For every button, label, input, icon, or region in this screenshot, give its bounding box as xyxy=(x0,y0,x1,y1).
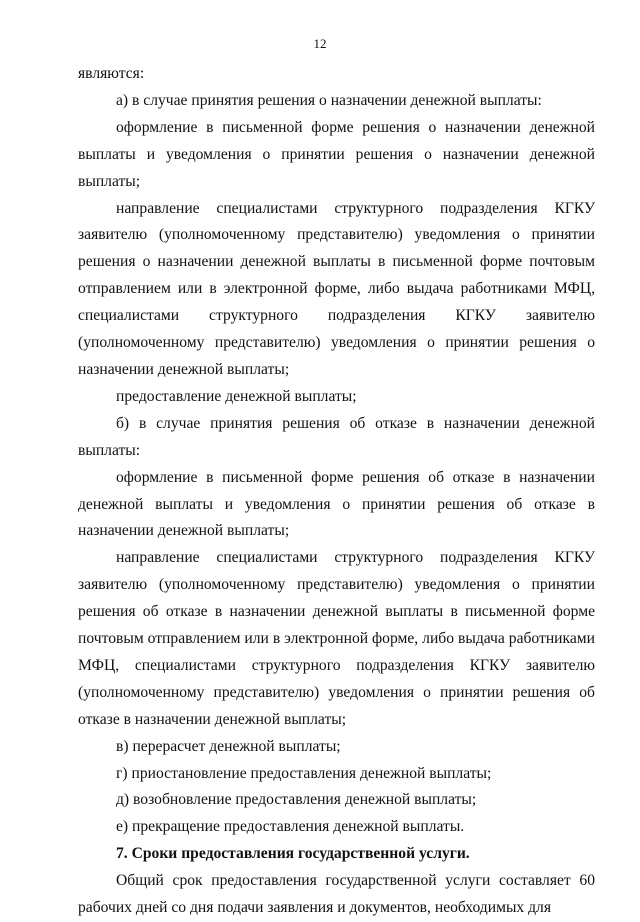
document-body xyxy=(78,61,595,922)
page-number: 12 xyxy=(313,36,327,51)
paragraph-intro: являются: xyxy=(78,65,145,82)
paragraph: предоставление денежной выплаты; xyxy=(116,387,357,405)
paragraph: оформление в письменной форме решения об отказе в назначении денежной выплаты и уведомления о принятии решения об отказе в назначении денежной выплаты; xyxy=(78,468,595,540)
section-heading: 7. Сроки предоставления государственной услуги. xyxy=(116,845,470,863)
list-item-b: б) в случае принятия решения об отказе в назначении денежной выплаты: xyxy=(78,414,595,459)
list-item-g: г) приостановление предоставления денежной выплаты; xyxy=(116,764,492,782)
list-item-v: в) перерасчет денежной выплаты; xyxy=(116,737,341,755)
paragraph: направление специалистами структурного подразделения КГКУ заявителю (уполномоченному представителю) уведомления о принятии решения об отказе в назначении денежной выплаты в письменной форме почтовым отправлением или в электронной форме, либо выдача работниками МФЦ, специалистами структурного подразделения КГКУ заявителю (уполномоченному представителю) уведомления о принятии решения об отказе в назначении денежной выплаты; xyxy=(78,549,595,728)
paragraph: оформление в письменной форме решения о назначении денежной выплаты и уведомления о принятии решения о назначении денежной выплаты; xyxy=(78,118,595,190)
list-item-a: а) в случае принятия решения о назначении денежной выплаты: xyxy=(116,91,542,109)
paragraph: направление специалистами структурного подразделения КГКУ заявителю (уполномоченному представителю) уведомления о принятии решения о назначении денежной выплаты в письменной форме почтовым отправлением или в электронной форме, либо выдача работниками МФЦ, специалистами структурного подразделения КГКУ заявителю (уполномоченному представителю) уведомления о принятии решения о назначении денежной выплаты; xyxy=(78,199,595,378)
list-item-d: д) возобновление предоставления денежной выплаты; xyxy=(116,791,477,809)
list-item-e: е) прекращение предоставления денежной выплаты. xyxy=(116,818,465,836)
paragraph: Общий срок предоставления государственной услуги составляет 60 рабочих дней со дня подачи заявления и документов, необходимых для xyxy=(78,872,595,917)
